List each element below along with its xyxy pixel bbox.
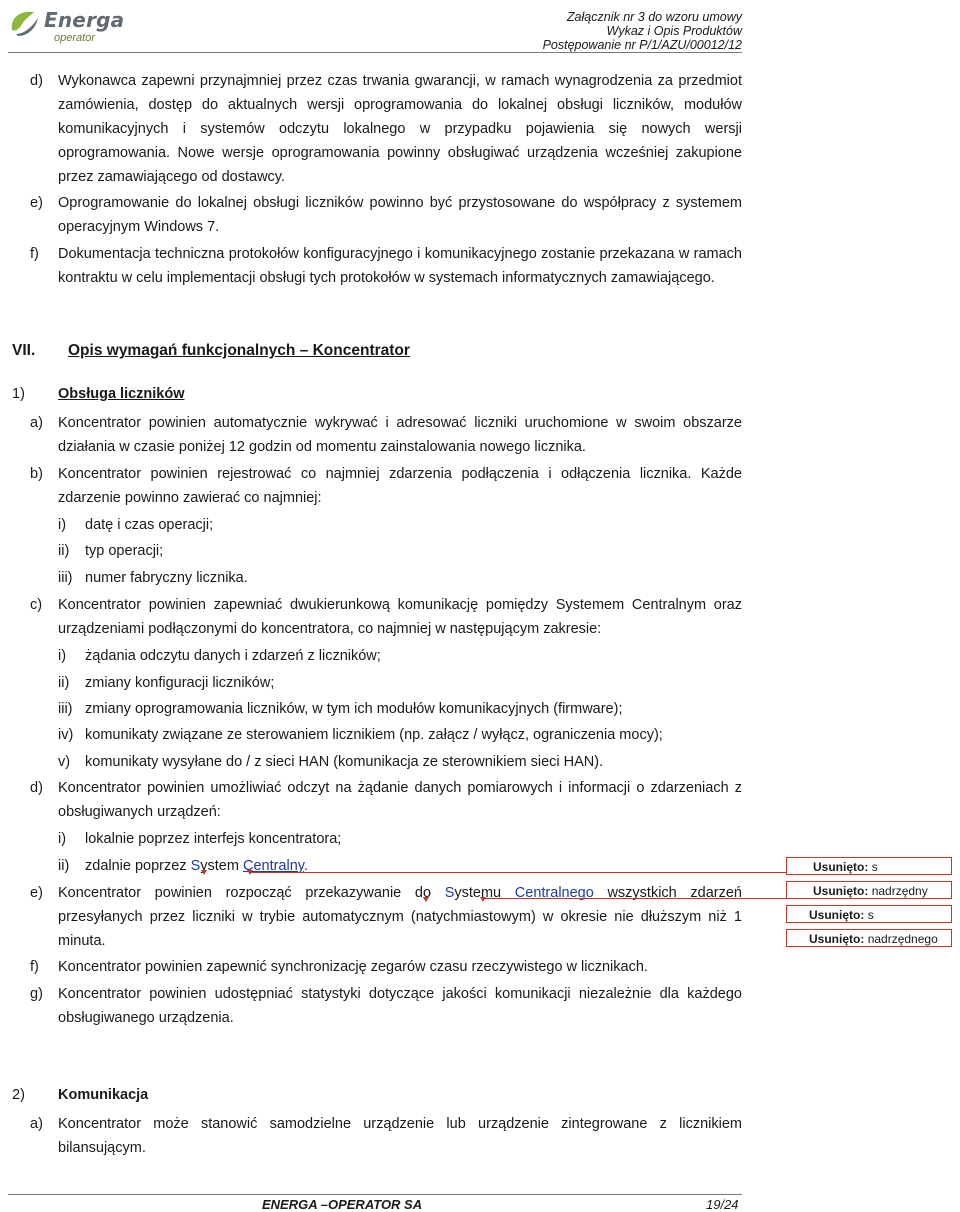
comment-balloon[interactable] xyxy=(786,857,952,875)
sub-label: iii) xyxy=(58,570,73,586)
header-reference xyxy=(543,10,742,52)
list-text: Koncentrator może stanowić samodzielne urządzenie lub urządzenie zintegrowane z licznikiem bilansującym. xyxy=(58,1116,742,1156)
text-run: ystemu xyxy=(454,885,515,901)
list-text: Koncentrator powinien zapewniać dwukierunkową komunikację pomiędzy Systemem Centralnym oraz urządzeniami podłączonymi do koncentratora, co najmniej w następującym zakresie: xyxy=(58,597,742,637)
list-text: Koncentrator powinien zapewnić synchronizację zegarów czasu rzeczywistego w licznikach. xyxy=(58,959,648,975)
comment-balloon[interactable] xyxy=(786,905,952,923)
list-label: a) xyxy=(30,415,43,431)
list-text: Dokumentacja techniczna protokołów konfiguracyjnego i komunikacyjnego zostanie przekazana w ramach kontraktu w celu implementacji obsługi tych protokołów w systemach informatycznych zamawiającego. xyxy=(58,246,742,286)
footer-company: ENERGA –OPERATOR SA xyxy=(262,1197,423,1212)
sub-text: typ operacji; xyxy=(85,543,164,559)
sub-label: ii) xyxy=(58,675,70,691)
text-run: Koncentrator powinien rozpocząć przekazywanie do xyxy=(58,885,445,901)
comment-connector xyxy=(250,872,786,873)
sub-label: iii) xyxy=(58,701,73,717)
list-label: c) xyxy=(30,597,43,613)
list-text: Koncentrator powinien automatycznie wykrywać i adresować liczniki uruchomione w swoim obszarze działania w czasie poniżej 12 godzin od momentu zainstalowania nowego licznika. xyxy=(58,415,742,455)
comment-value: nadrzędnego xyxy=(867,932,938,946)
list-item-e xyxy=(30,881,742,953)
list-label: a) xyxy=(30,1116,43,1132)
sub-text: zmiany konfiguracji liczników; xyxy=(85,675,275,691)
list-label: e) xyxy=(30,195,43,211)
tracked-insertion: Centralny xyxy=(242,858,304,874)
sub-label: i) xyxy=(58,648,67,664)
header-line-2: Wykaz i Opis Produktów xyxy=(606,24,742,38)
header-rule xyxy=(8,52,742,53)
list-item-f xyxy=(30,955,742,979)
footer-rule xyxy=(8,1194,742,1195)
text-run: . xyxy=(303,858,308,874)
list-text: Oprogramowanie do lokalnej obsługi liczników powinno być przystosowane do współpracy z systemem operacyjnym Windows 7. xyxy=(58,195,742,235)
comment-balloon[interactable] xyxy=(786,929,952,947)
list-text xyxy=(58,881,742,953)
sub-text: żądania odczytu danych i zdarzeń z liczników; xyxy=(85,648,381,664)
section-number: VII. xyxy=(12,342,36,359)
energa-leaf-icon xyxy=(8,8,44,38)
list-label: e) xyxy=(30,885,43,901)
part-title: Obsługa liczników xyxy=(58,386,185,402)
sub-text xyxy=(85,854,742,878)
sub-item-tracked xyxy=(58,854,742,878)
sub-text: zmiany oprogramowania liczników, w tym ich modułów komunikacyjnych (firmware); xyxy=(85,701,623,717)
list-label: f) xyxy=(30,246,39,262)
sub-text: datę i czas operacji; xyxy=(85,517,214,533)
sub-text: komunikaty wysyłane do / z sieci HAN (komunikacja ze sterownikiem sieci HAN). xyxy=(85,754,604,770)
list-text: Koncentrator powinien umożliwiać odczyt na żądanie danych pomiarowych i informacji o zdarzeniach z obsługiwanych urządzeń: xyxy=(58,780,742,820)
comment-value: nadrzędny xyxy=(871,884,928,898)
sub-label: ii) xyxy=(58,858,70,874)
list-label: b) xyxy=(30,466,43,482)
sub-item xyxy=(58,566,742,590)
change-marker-icon xyxy=(423,897,429,902)
sub-item xyxy=(58,671,742,695)
logo-name: Energa xyxy=(44,8,125,32)
section-title: Opis wymagań funkcjonalnych – Koncentrator xyxy=(68,342,410,359)
tracked-insertion: S xyxy=(444,885,455,901)
page-number: 19/24 xyxy=(706,1197,739,1212)
comment-value: s xyxy=(871,860,878,874)
text-run: ystem xyxy=(200,858,243,874)
list-label: d) xyxy=(30,73,43,89)
comment-label: Usunięto: xyxy=(809,908,865,922)
list-label: f) xyxy=(30,959,39,975)
sub-item xyxy=(58,827,742,851)
list-label: g) xyxy=(30,986,43,1002)
comment-connector xyxy=(484,898,786,899)
list-text: Koncentrator powinien udostępniać statystyki dotyczące jakości komunikacji niezależnie dla każdego obsługiwanego urządzenia. xyxy=(58,986,742,1026)
sub-item xyxy=(58,644,742,668)
sub-text: numer fabryczny licznika. xyxy=(85,570,248,586)
list-item-e xyxy=(30,191,742,239)
list-item-c xyxy=(30,593,742,641)
comment-label: Usunięto: xyxy=(809,932,865,946)
sub-label: ii) xyxy=(58,543,70,559)
list-item-a xyxy=(30,1112,742,1160)
list-text: Wykonawca zapewni przynajmniej przez czas trwania gwarancji, w ramach wynagrodzenia za przedmiot zamówienia, dostęp do aktualnych wersji oprogramowania do lokalnej obsługi liczników, modułów komunikacyjnych i systemów odczytu lokalnego w przypadku pojawienia się nowych wersji oprogramowania. Nowe wersje oprogramowania powinny obsługiwać urządzenia wcześniej zakupione przez zamawiającego od dostawcy. xyxy=(58,73,742,185)
list-item-g xyxy=(30,982,742,1030)
text-run: wszystkich zdarzeń przesyłanych przez liczniki w trybie automatycznym (natychmiastowym) w okresie nie dłuższym niż 1 minuta. xyxy=(58,885,742,949)
sub-label: i) xyxy=(58,517,67,533)
list-item-f xyxy=(30,242,742,290)
sub-text: lokalnie poprzez interfejs koncentratora; xyxy=(85,831,342,847)
tracked-insertion: S xyxy=(190,858,201,874)
comment-label: Usunięto: xyxy=(813,860,869,874)
comment-balloon[interactable] xyxy=(786,881,952,899)
part-number: 1) xyxy=(12,386,25,402)
sub-label: i) xyxy=(58,831,67,847)
header-line-1: Załącznik nr 3 do wzoru umowy xyxy=(566,10,742,24)
text-run: zdalnie poprzez xyxy=(85,858,191,874)
tracked-insertion: Centralnego xyxy=(514,885,594,901)
sub-item xyxy=(58,723,742,747)
list-label: d) xyxy=(30,780,43,796)
list-item-d xyxy=(30,776,742,824)
sub-item xyxy=(58,697,742,721)
sub-label: iv) xyxy=(58,727,74,743)
part-number: 2) xyxy=(12,1087,25,1103)
sub-item xyxy=(58,539,742,563)
sub-label: v) xyxy=(58,754,71,770)
list-item-a xyxy=(30,411,742,459)
part-title: Komunikacja xyxy=(58,1087,149,1103)
sub-text: komunikaty związane ze sterowaniem licznikiem (np. załącz / wyłącz, ograniczenia mocy); xyxy=(85,727,663,743)
list-text: Koncentrator powinien rejestrować co najmniej zdarzenia podłączenia i odłączenia licznika. Każde zdarzenie powinno zawierać co najmniej: xyxy=(58,466,742,506)
energa-logo xyxy=(8,6,128,44)
list-item-b xyxy=(30,462,742,510)
logo-subtitle: operator xyxy=(54,32,95,44)
comment-value: s xyxy=(867,908,874,922)
comment-label: Usunięto: xyxy=(813,884,869,898)
sub-item xyxy=(58,750,742,774)
header-line-3: Postępowanie nr P/1/AZU/00012/12 xyxy=(542,38,742,52)
list-item-d xyxy=(30,69,742,189)
change-marker-icon xyxy=(201,870,207,875)
sub-item xyxy=(58,513,742,537)
